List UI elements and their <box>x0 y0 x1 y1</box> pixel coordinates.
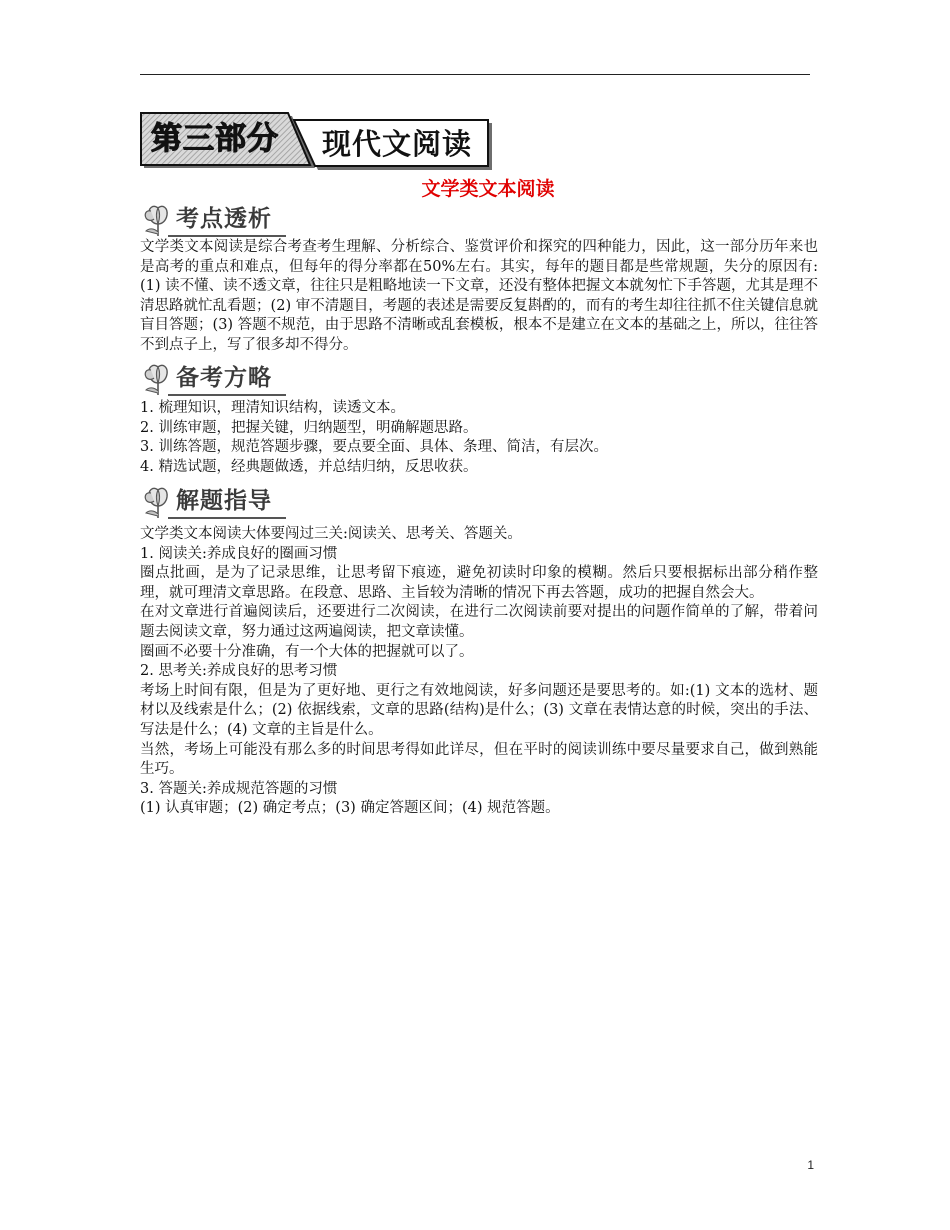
list-item: 2. 训练审题，把握关键，归纳题型，明确解题思路。 <box>140 419 478 436</box>
paragraph: 文学类文本阅读大体要闯过三关:阅读关、思考关、答题关。 <box>140 526 522 542</box>
header-rule <box>140 74 810 75</box>
tulip-icon <box>140 484 176 520</box>
section-underline <box>168 394 286 396</box>
list-item: 1. 梳理知识，理清知识结构，读透文本。 <box>140 400 405 416</box>
page-number: 1 <box>807 1158 814 1172</box>
part-label: 第三部分 <box>151 121 279 157</box>
section-heading-guide <box>140 484 310 520</box>
section-underline <box>168 235 286 237</box>
paragraph: 圈画不必要十分准确，有一个大体的把握就可以了。 <box>140 643 474 660</box>
paragraph: (1) 认真审题；(2) 确定考点；(3) 确定答题区间；(4) 规范答题。 <box>140 800 560 817</box>
section-body-analysis <box>140 238 818 356</box>
section-title-guide: 解题指导 <box>176 488 272 514</box>
section-body-strategy <box>140 399 818 477</box>
subheading: 2. 思考关:养成良好的思考习惯 <box>140 663 338 680</box>
part-title: 现代文阅读 <box>321 127 472 161</box>
list-item: 3. 训练答题，规范答题步骤，要点要全面、具体、条理、简洁，有层次。 <box>140 439 608 456</box>
tulip-icon <box>140 361 176 397</box>
subheading: 3. 答题关:养成规范答题的习惯 <box>140 780 338 797</box>
tulip-icon <box>140 202 176 238</box>
list-item: 4. 精选试题，经典题做透，并总结归纳，反思收获。 <box>140 458 478 475</box>
section-heading-analysis <box>140 202 310 238</box>
part-banner <box>140 112 492 170</box>
section-heading-strategy <box>140 361 310 397</box>
paragraph: 文学类文本阅读是综合考查考生理解、分析综合、鉴赏评价和探究的四种能力，因此，这一部分历年来也是高考的重点和难点，但每年的得分率都在50%左右。其实，每年的题目都是些常规题，失分的原因有:(1) 读不懂、读不透文章，往往只是粗略地读一下文章，还没有整体把握文本就匆忙下手答题，尤其是理不清思路就忙乱看题；(2) 审不清题目，考题的表述是需要反复斟酌的，而有的考生却往往抓不住关键信息就盲目答题；(3) 答题不规范，由于思路不清晰或乱套模板，根本不是建立在文本的基础之上，所以，往往答不到点子上，写了很多却不得分。 <box>140 239 818 353</box>
paragraph: 在对文章进行首遍阅读后，还要进行二次阅读，在进行二次阅读前要对提出的问题作简单的了解，带着问题去阅读文章，努力通过这两遍阅读，把文章读懂。 <box>140 604 818 640</box>
page-subtitle: 文学类文本阅读 <box>421 178 555 200</box>
paragraph: 考场上时间有限，但是为了更好地、更行之有效地阅读，好多问题还是要思考的。如:(1) 文本的选材、题材以及线索是什么；(2) 依据线索，文章的思路(结构)是什么；(3) 文章在表情达意的时候，突出的手法、写法是什么；(4) 文章的主旨是什么。 <box>140 682 818 738</box>
subheading: 1. 阅读关:养成良好的圈画习惯 <box>140 545 338 562</box>
paragraph: 圈点批画，是为了记录思维，让思考留下痕迹，避免初读时印象的模糊。然后只要根据标出部分稍作整理，就可理清文章思路。在段意、思路、主旨较为清晰的情况下再去答题，成功的把握自然会大。 <box>140 565 818 601</box>
section-title-analysis: 考点透析 <box>176 206 272 232</box>
paragraph: 当然，考场上可能没有那么多的时间思考得如此详尽，但在平时的阅读训练中要尽量要求自己，做到熟能生巧。 <box>140 741 818 778</box>
section-body-guide <box>140 525 818 819</box>
section-underline <box>168 517 286 519</box>
section-title-strategy: 备考方略 <box>176 365 272 391</box>
